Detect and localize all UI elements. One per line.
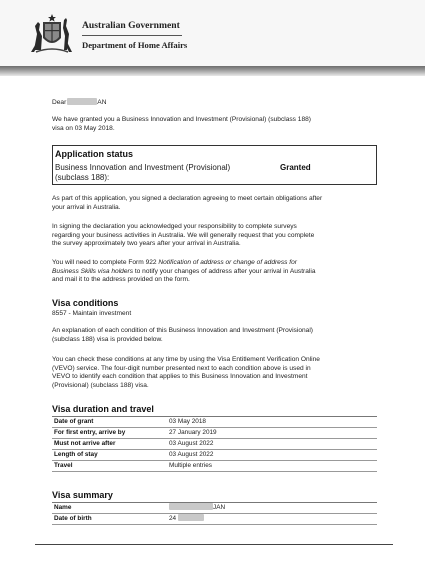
- visa-summary-table: [52, 503, 377, 525]
- obligations-paragraph: [52, 195, 382, 212]
- paragraph-line: (Provisional) (subclass 188) visa.: [52, 382, 149, 390]
- paragraph-line: your arrival in Australia.: [52, 203, 121, 211]
- row-label: For first entry, arrive by: [52, 428, 167, 439]
- greeting-start: Dear: [52, 99, 67, 106]
- row-value: [167, 514, 377, 525]
- table-row: [52, 503, 377, 514]
- vevo-paragraph: [52, 356, 382, 391]
- department-name: Department of Home Affairs: [82, 40, 188, 50]
- paragraph-line: You can check these conditions at any time by using the Visa Entitlement Verification Online: [52, 356, 320, 363]
- footer-divider: [35, 544, 393, 545]
- surveys-paragraph: [52, 223, 382, 249]
- table-row: [52, 417, 377, 428]
- condition-item: 8557 - Maintain investment: [52, 310, 132, 317]
- visa-summary-heading: Visa summary: [52, 490, 113, 500]
- paragraph-line: An explanation of each condition of this Business Innovation and Investment (Provisional): [52, 327, 313, 334]
- greeting-end: AN: [97, 99, 107, 106]
- table-row: [52, 439, 377, 450]
- paragraph-line: As part of this application, you signed a declaration agreeing to meet certain obligations after: [52, 195, 323, 202]
- form-title-italic: Business Skills visa holders: [52, 267, 133, 275]
- government-name: Australian Government: [82, 20, 180, 31]
- row-value: [167, 503, 377, 514]
- row-label: Name: [52, 503, 167, 514]
- paragraph-line: [52, 268, 382, 277]
- row-value: 27 January 2019: [167, 428, 377, 439]
- paragraph-line: the survey approximately two years after your arrival in Australia.: [52, 240, 241, 248]
- name-suffix: JAN: [213, 504, 226, 511]
- paragraph-line: (subclass 188) visa is provided below.: [52, 335, 163, 343]
- paragraph-line: (VEVO) service. The four-digit number presented next to each condition above is used in: [52, 364, 311, 372]
- row-value: 03 August 2022: [167, 439, 377, 450]
- paragraph-line: VEVO to identify each condition that applies to this Business Innovation and Investment: [52, 373, 308, 381]
- row-label: Date of birth: [52, 514, 167, 525]
- coat-of-arms-icon: [28, 12, 76, 54]
- table-row: [52, 514, 377, 525]
- intro-line: visa on 03 May 2018.: [52, 124, 115, 132]
- visa-conditions-heading: Visa conditions: [52, 298, 119, 308]
- visa-duration-table: [52, 417, 377, 472]
- redacted-dob: [178, 514, 204, 521]
- dob-prefix: 24: [169, 515, 177, 522]
- text-run: to notify your changes of address after your arrival in Australia: [133, 267, 316, 275]
- row-label: Travel: [52, 461, 167, 472]
- visa-duration-heading: Visa duration and travel: [52, 404, 154, 414]
- status-subclass: (subclass 188):: [55, 173, 110, 182]
- table-row: [52, 428, 377, 439]
- intro-paragraph: [52, 116, 382, 133]
- status-title: Application status: [55, 149, 134, 159]
- row-label: Date of grant: [52, 417, 167, 428]
- form-title-italic: Notification of address or change of address for: [158, 259, 297, 266]
- status-badge: Granted: [280, 163, 311, 172]
- row-value: 03 May 2018: [167, 417, 377, 428]
- paragraph-line: [52, 259, 382, 268]
- redacted-name: [169, 503, 213, 510]
- paragraph-line: regarding your business activities in Australia. We will generally request that you complete: [52, 231, 315, 239]
- row-label: Length of stay: [52, 450, 167, 461]
- row-label: Must not arrive after: [52, 439, 167, 450]
- conditions-explanation: [52, 327, 382, 344]
- letterhead-divider: [82, 35, 182, 36]
- application-status-box: [52, 145, 377, 185]
- row-value: Multiple entries: [167, 461, 377, 472]
- letterhead: [0, 0, 425, 66]
- text-run: You will need to complete Form 922: [52, 259, 159, 266]
- paragraph-line: and mail it to the address provided on the form.: [52, 276, 190, 284]
- intro-line: We have granted you a Business Innovation and Investment (Provisional) (subclass 188): [52, 116, 312, 123]
- status-product: Business Innovation and Investment (Provisional): [55, 163, 231, 172]
- redacted-name: [67, 98, 97, 105]
- greeting: [52, 98, 106, 108]
- row-value: 03 August 2022: [167, 450, 377, 461]
- table-row: [52, 450, 377, 461]
- header-shadow-band: [0, 66, 425, 76]
- form-922-paragraph: [52, 259, 382, 285]
- paragraph-line: In signing the declaration you acknowledged your responsibility to complete surveys: [52, 223, 297, 230]
- table-row: [52, 461, 377, 472]
